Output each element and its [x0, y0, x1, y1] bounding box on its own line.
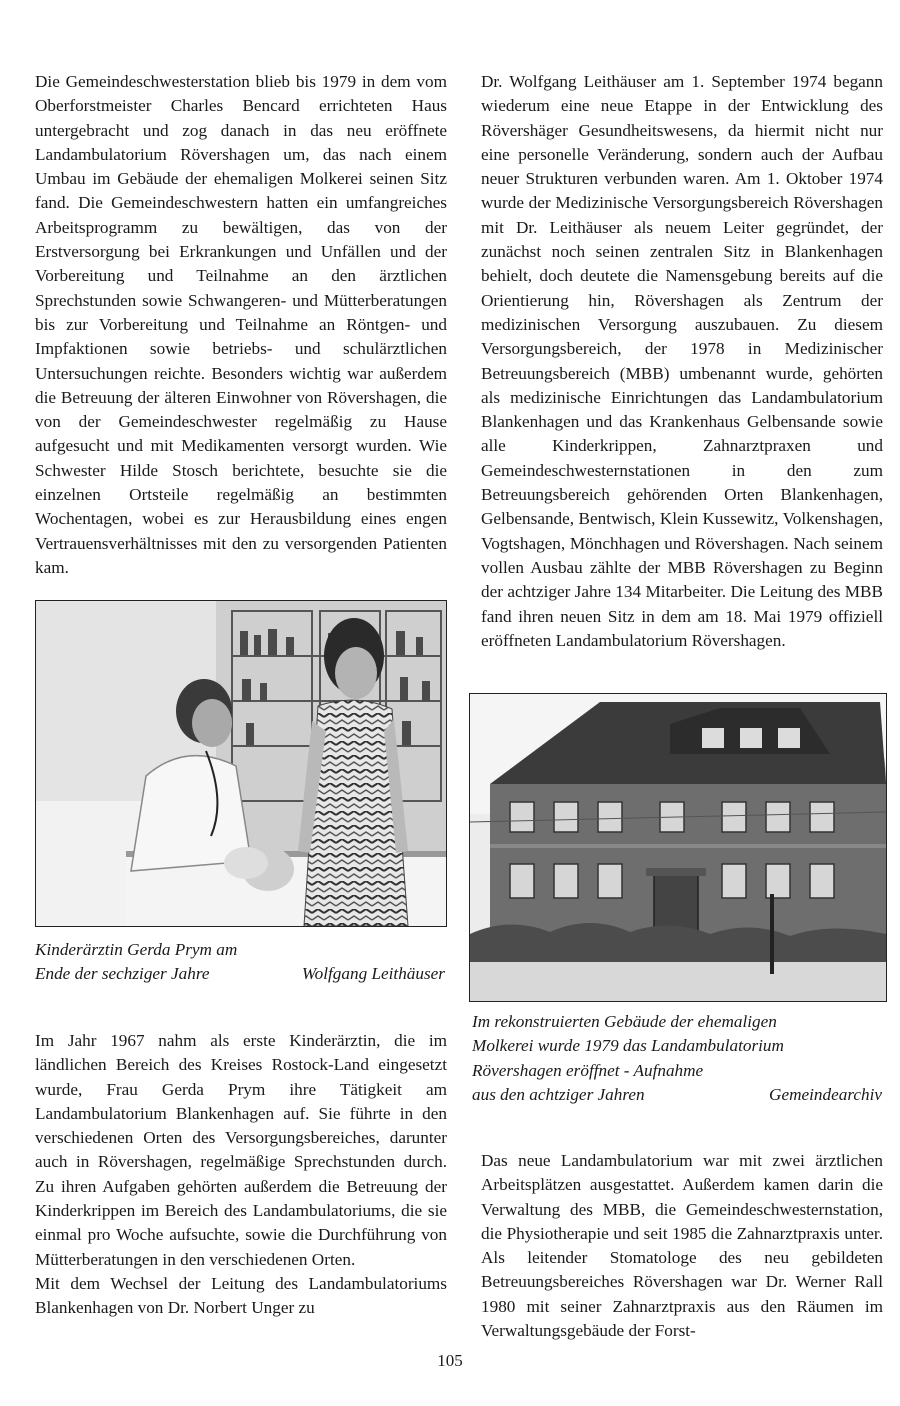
- paragraph-leitungswechsel: Mit dem Wechsel der Leitung des Landambulatoriums Blankenhagen von Dr. Norbert Unger zu: [35, 1273, 447, 1318]
- left-column-bottom-text: [35, 1029, 447, 1321]
- photo-landambulatorium-building: [469, 693, 887, 1002]
- caption-left-line-2-row: [35, 962, 445, 986]
- photo-pediatrician-with-baby: [35, 600, 447, 927]
- caption-left-photo: [35, 938, 445, 987]
- left-column-top-text: [35, 70, 447, 580]
- caption-right-line-4: aus den achtziger Jahren: [472, 1084, 645, 1104]
- paragraph-neues-landambulatorium: Das neue Landambulatorium war mit zwei ärztlichen Arbeitsplätzen ausgestattet. Außerdem kamen darin die Verwaltung des MBB, die Gemeindeschwesternstation, die Physiotherapie und seit 1985 die Zahnarztpraxis unter. Als leitender Stomatologe des neu gebildeten Betreuungsbereiches Rövershagen war Dr. Werner Rall 1980 mit seiner Zahnarztpraxis aus den Räumen im Verwaltungsgebäude der Forst-: [481, 1151, 883, 1341]
- photo-credit-left: Wolfgang Leithäuser: [301, 964, 445, 984]
- right-column-top-text: [481, 70, 883, 653]
- caption-right-line-4-row: [472, 1083, 882, 1107]
- paragraph-leithaeuser: Dr. Wolfgang Leithäuser am 1. September 1974 begann wiederum eine neue Etappe in der Entwicklung des Rövershäger Gesundheitswesens, da hiermit nicht nur eine personelle Veränderung, sondern auch der Aufbau neuer Strukturen verbunden waren. Am 1. Oktober 1974 wurde der Medizinische Versorgungsbereich Rövershagen mit Dr. Leithäuser als neuem Leiter gegründet, der zunächst noch seinen zentralen Sitz in Blankenhagen behielt, doch deutete die Namensgebung bereits auf die Orientierung hin, Rövershagen als Zentrum der medizinischen Versorgung auszubauen. Zu diesem Versorgungsbereich, der 1978 in Medizinischer Betreuungsbereich (MBB) umbenannt wurde, gehörten als medizinische Einrichtungen das Landambulatorium Blankenhagen und das Krankenhaus Gelbensande sowie alle Kinderkrippen, Zahnarztpraxen und Gemeindeschwesternstationen in den zum Betreuungsbereich gehörenden Orten Blankenhagen, Gelbensande, Bentwisch, Klein Kussewitz, Volkenshagen, Vogtshagen, Mönchhagen und Rövershagen. Nach seinem vollen Ausbau zählte der MBB Rövershagen zu Beginn der achtziger Jahre 134 Mitarbeiter. Die Leitung des MBB fand ihren neuen Sitz in dem am 18. Mai 1979 offiziell eröffneten Landambulatorium Rövershagen.: [481, 72, 883, 650]
- paragraph-gemeindeschwesterstation: Die Gemeindeschwesterstation blieb bis 1979 in dem vom Oberforstmeister Charles Bencard errichteten Haus untergebracht und zog danach in das neu eröffnete Landambulatorium Rövershagen um, das nach einem Umbau im Gebäude der ehemaligen Molkerei seinen Sitz fand. Die Gemeindeschwestern hatten ein umfangreiches Arbeitsprogramm zu bewältigen, das von der Erstversorgung bei Erkrankungen und Unfällen und der Vorbereitung und Teilnahme an den ärztlichen Sprechstunden sowie Schwangeren- und Mütterberatungen bis zur Vorbereitung und Teilnahme an Röntgen- und Impfaktionen sowie betriebs- und schulärztlichen Untersuchungen reichte. Besonders wichtig war außerdem die Betreuung der älteren Einwohner von Rövershagen, die von der Gemeindeschwester regelmäßig zu Hause aufgesucht und mit Medikamenten versorgt wurden. Wie Schwester Hilde Stosch berichtete, besuchte sie die einzelnen Ortsteile regelmäßig an bestimmten Wochentagen, wobei es zur Herausbildung eines engen Vertrauensverhältnisses mit den zu versorgenden Patienten kam.: [35, 72, 447, 577]
- caption-right-line-2: Molkerei wurde 1979 das Landambulatorium: [472, 1036, 784, 1056]
- caption-left-line-2: Ende der sechziger Jahre: [35, 964, 210, 984]
- right-column-bottom-text: [481, 1149, 883, 1343]
- photo-credit-right: Gemeindearchiv: [769, 1084, 882, 1104]
- caption-right-line-3: Rövershagen eröffnet - Aufnahme: [472, 1060, 704, 1080]
- caption-right-photo: [472, 1010, 882, 1107]
- caption-left-line-1: Kinderärztin Gerda Prym am: [35, 940, 238, 959]
- paragraph-gerda-prym: Im Jahr 1967 nahm als erste Kinderärztin, die im ländlichen Bereich des Kreises Rostock-Land eingesetzt wurde, Frau Gerda Prym ihre Tätigkeit am Landambulatorium Blankenhagen auf. Sie führte in den verschiedenen Orten des Versorgungsbereiches, darunter auch in Rövershagen, regelmäßige Sprechstunden durch. Zu ihren Aufgaben gehörten außerdem die Betreuung der Kinderkrippen im Bereich des Landambulatoriums, die sie einmal pro Woche aufsuchte, sowie die Durchführung von Mütterberatungen in den verschiedenen Orten.: [35, 1031, 447, 1269]
- page-number: 105: [437, 1351, 463, 1370]
- caption-right-line-1: Im rekonstruierten Gebäude der ehemaligen: [472, 1012, 777, 1031]
